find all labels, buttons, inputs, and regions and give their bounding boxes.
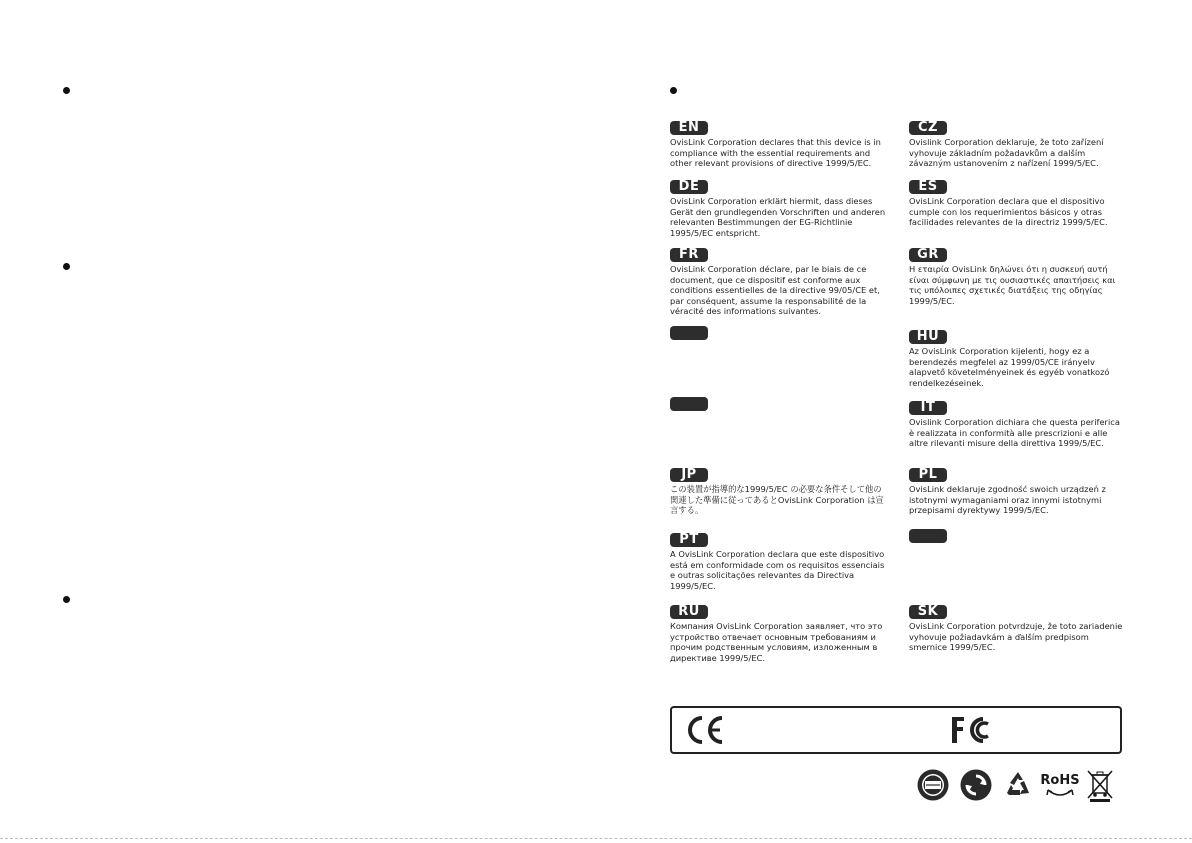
language-badge-en: EN bbox=[670, 121, 708, 135]
declaration-blank bbox=[670, 396, 886, 417]
declaration-text-de: OvisLink Corporation erklärt hiermit, dass dieses Gerät den grundlegenden Vorschriften und anderen relevanten Bestimmungen der EG-Richtlinie 1995/5/EC entspricht. bbox=[670, 196, 886, 238]
declaration-text-sk: OvisLink Corporation potvrdzuje, že toto zariadenie vyhovuje požiadavkám a ďalším predpisom smernice 1999/5/EC. bbox=[909, 621, 1123, 653]
language-badge-pl: PL bbox=[909, 468, 947, 482]
declaration-ru bbox=[670, 600, 886, 663]
declaration-de bbox=[670, 175, 886, 238]
ce-mark-icon bbox=[684, 715, 726, 745]
declaration-text-es: OvisLink Corporation declara que el dispositivo cumple con los requerimientos básicos y otras facilidades relevantes de la directriz 1999/5/EC. bbox=[909, 196, 1108, 228]
bullet-marker bbox=[63, 263, 70, 270]
language-badge-blank bbox=[670, 326, 708, 340]
compliance-logos bbox=[915, 768, 1115, 802]
page-bottom-rule bbox=[0, 838, 1192, 839]
declaration-gr bbox=[909, 243, 1125, 306]
declaration-text-it: Ovislink Corporation dichiara che questa periferica è realizzata in conformità alle prescrizioni e alle altre rilevanti misure della direttiva 1999/5/EC. bbox=[909, 417, 1120, 449]
declaration-text-pl: OvisLink deklaruje zgodność swoich urządzeń z istotnymi wymaganiami oraz innymi istotnymi przepisami dyrektywy 1999/5/EC. bbox=[909, 484, 1106, 516]
svg-text:RoHS: RoHS bbox=[1040, 773, 1080, 788]
rohs-logo-icon bbox=[1039, 768, 1081, 802]
declaration-blank bbox=[670, 325, 886, 346]
certification-box bbox=[670, 706, 1122, 754]
declaration-text-jp: この装置が指導的な1999/5/EC の必要な条件そして他の関連した準備に従ってあるとOvisLink Corporation は宣言する。 bbox=[670, 484, 884, 516]
declaration-jp bbox=[670, 463, 886, 516]
language-badge-it: IT bbox=[909, 401, 947, 415]
declaration-pt bbox=[670, 528, 886, 591]
fcc-mark-icon bbox=[950, 715, 996, 745]
declaration-blank bbox=[909, 528, 1125, 549]
language-badge-pt: PT bbox=[670, 533, 708, 547]
declaration-text-fr: OvisLink Corporation déclare, par le biais de ce document, que ce dispositif est conforme aux conditions essentielles de la directive 99/05/CE et, par conséquent, assume la responsabilité de la véracité des informations suivantes. bbox=[670, 264, 880, 317]
language-badge-hu: HU bbox=[909, 330, 947, 344]
language-badge-blank bbox=[909, 529, 947, 543]
declaration-en bbox=[670, 116, 886, 169]
language-badge-ru: RU bbox=[670, 605, 708, 619]
declaration-it bbox=[909, 396, 1125, 449]
declaration-cz bbox=[909, 116, 1125, 169]
recycle-symbol-icon bbox=[1001, 768, 1035, 802]
declaration-hu bbox=[909, 325, 1125, 388]
language-badge-sk: SK bbox=[909, 605, 947, 619]
declaration-text-en: OvisLink Corporation declares that this device is in compliance with the essential requirements and other relevant provisions of directive 1999/5/EC. bbox=[670, 137, 881, 169]
declaration-text-cz: Ovislink Corporation deklaruje, že toto zařízení vyhovuje základním požadavkům a dalším závazným ustanovením z nařízení 1999/5/EC. bbox=[909, 137, 1104, 169]
bullet-marker bbox=[63, 596, 70, 603]
language-badge-blank bbox=[670, 397, 708, 411]
green-dot-recycle-icon bbox=[959, 768, 993, 802]
language-badge-fr: FR bbox=[670, 248, 708, 262]
declaration-text-hu: Az OvisLink Corporation kijelenti, hogy ez a berendezés megfelel az 1999/05/CE irányelv alapvető követelményeinek és egyéb vonatkozó rendelkezéseinek. bbox=[909, 346, 1110, 388]
language-badge-cz: CZ bbox=[909, 121, 947, 135]
bullet-marker bbox=[670, 87, 677, 94]
declaration-text-pt: A OvisLink Corporation declara que este dispositivo está em conformidade com os requisitos essenciais e outras solicitações relevantes da Directiva 1999/5/EC. bbox=[670, 549, 885, 591]
weee-crossed-bin-icon bbox=[1085, 768, 1115, 802]
bullet-marker bbox=[63, 87, 70, 94]
language-badge-gr: GR bbox=[909, 248, 947, 262]
declaration-sk bbox=[909, 600, 1125, 653]
declaration-pl bbox=[909, 463, 1125, 516]
language-badge-jp: JP bbox=[670, 468, 708, 482]
declaration-text-gr: Η εταιρία OvisLink δηλώνει ότι η συσκευή αυτή είναι σύμφωνη με τις ουσιαστικές απαιτήσεις και τις υπόλοιπες σχετικές διατάξεις της οδηγίας 1999/5/EC. bbox=[909, 264, 1116, 306]
declaration-es bbox=[909, 175, 1125, 228]
declaration-text-ru: Компания OvisLink Corporation заявляет, что это устройство отвечает основным требованиям и прочим родственным условиям, изложенным в директиве 1999/5/EC. bbox=[670, 621, 883, 663]
language-badge-de: DE bbox=[670, 180, 708, 194]
declaration-fr bbox=[670, 243, 886, 317]
iso-9001-seal-icon bbox=[916, 768, 950, 802]
language-badge-es: ES bbox=[909, 180, 947, 194]
